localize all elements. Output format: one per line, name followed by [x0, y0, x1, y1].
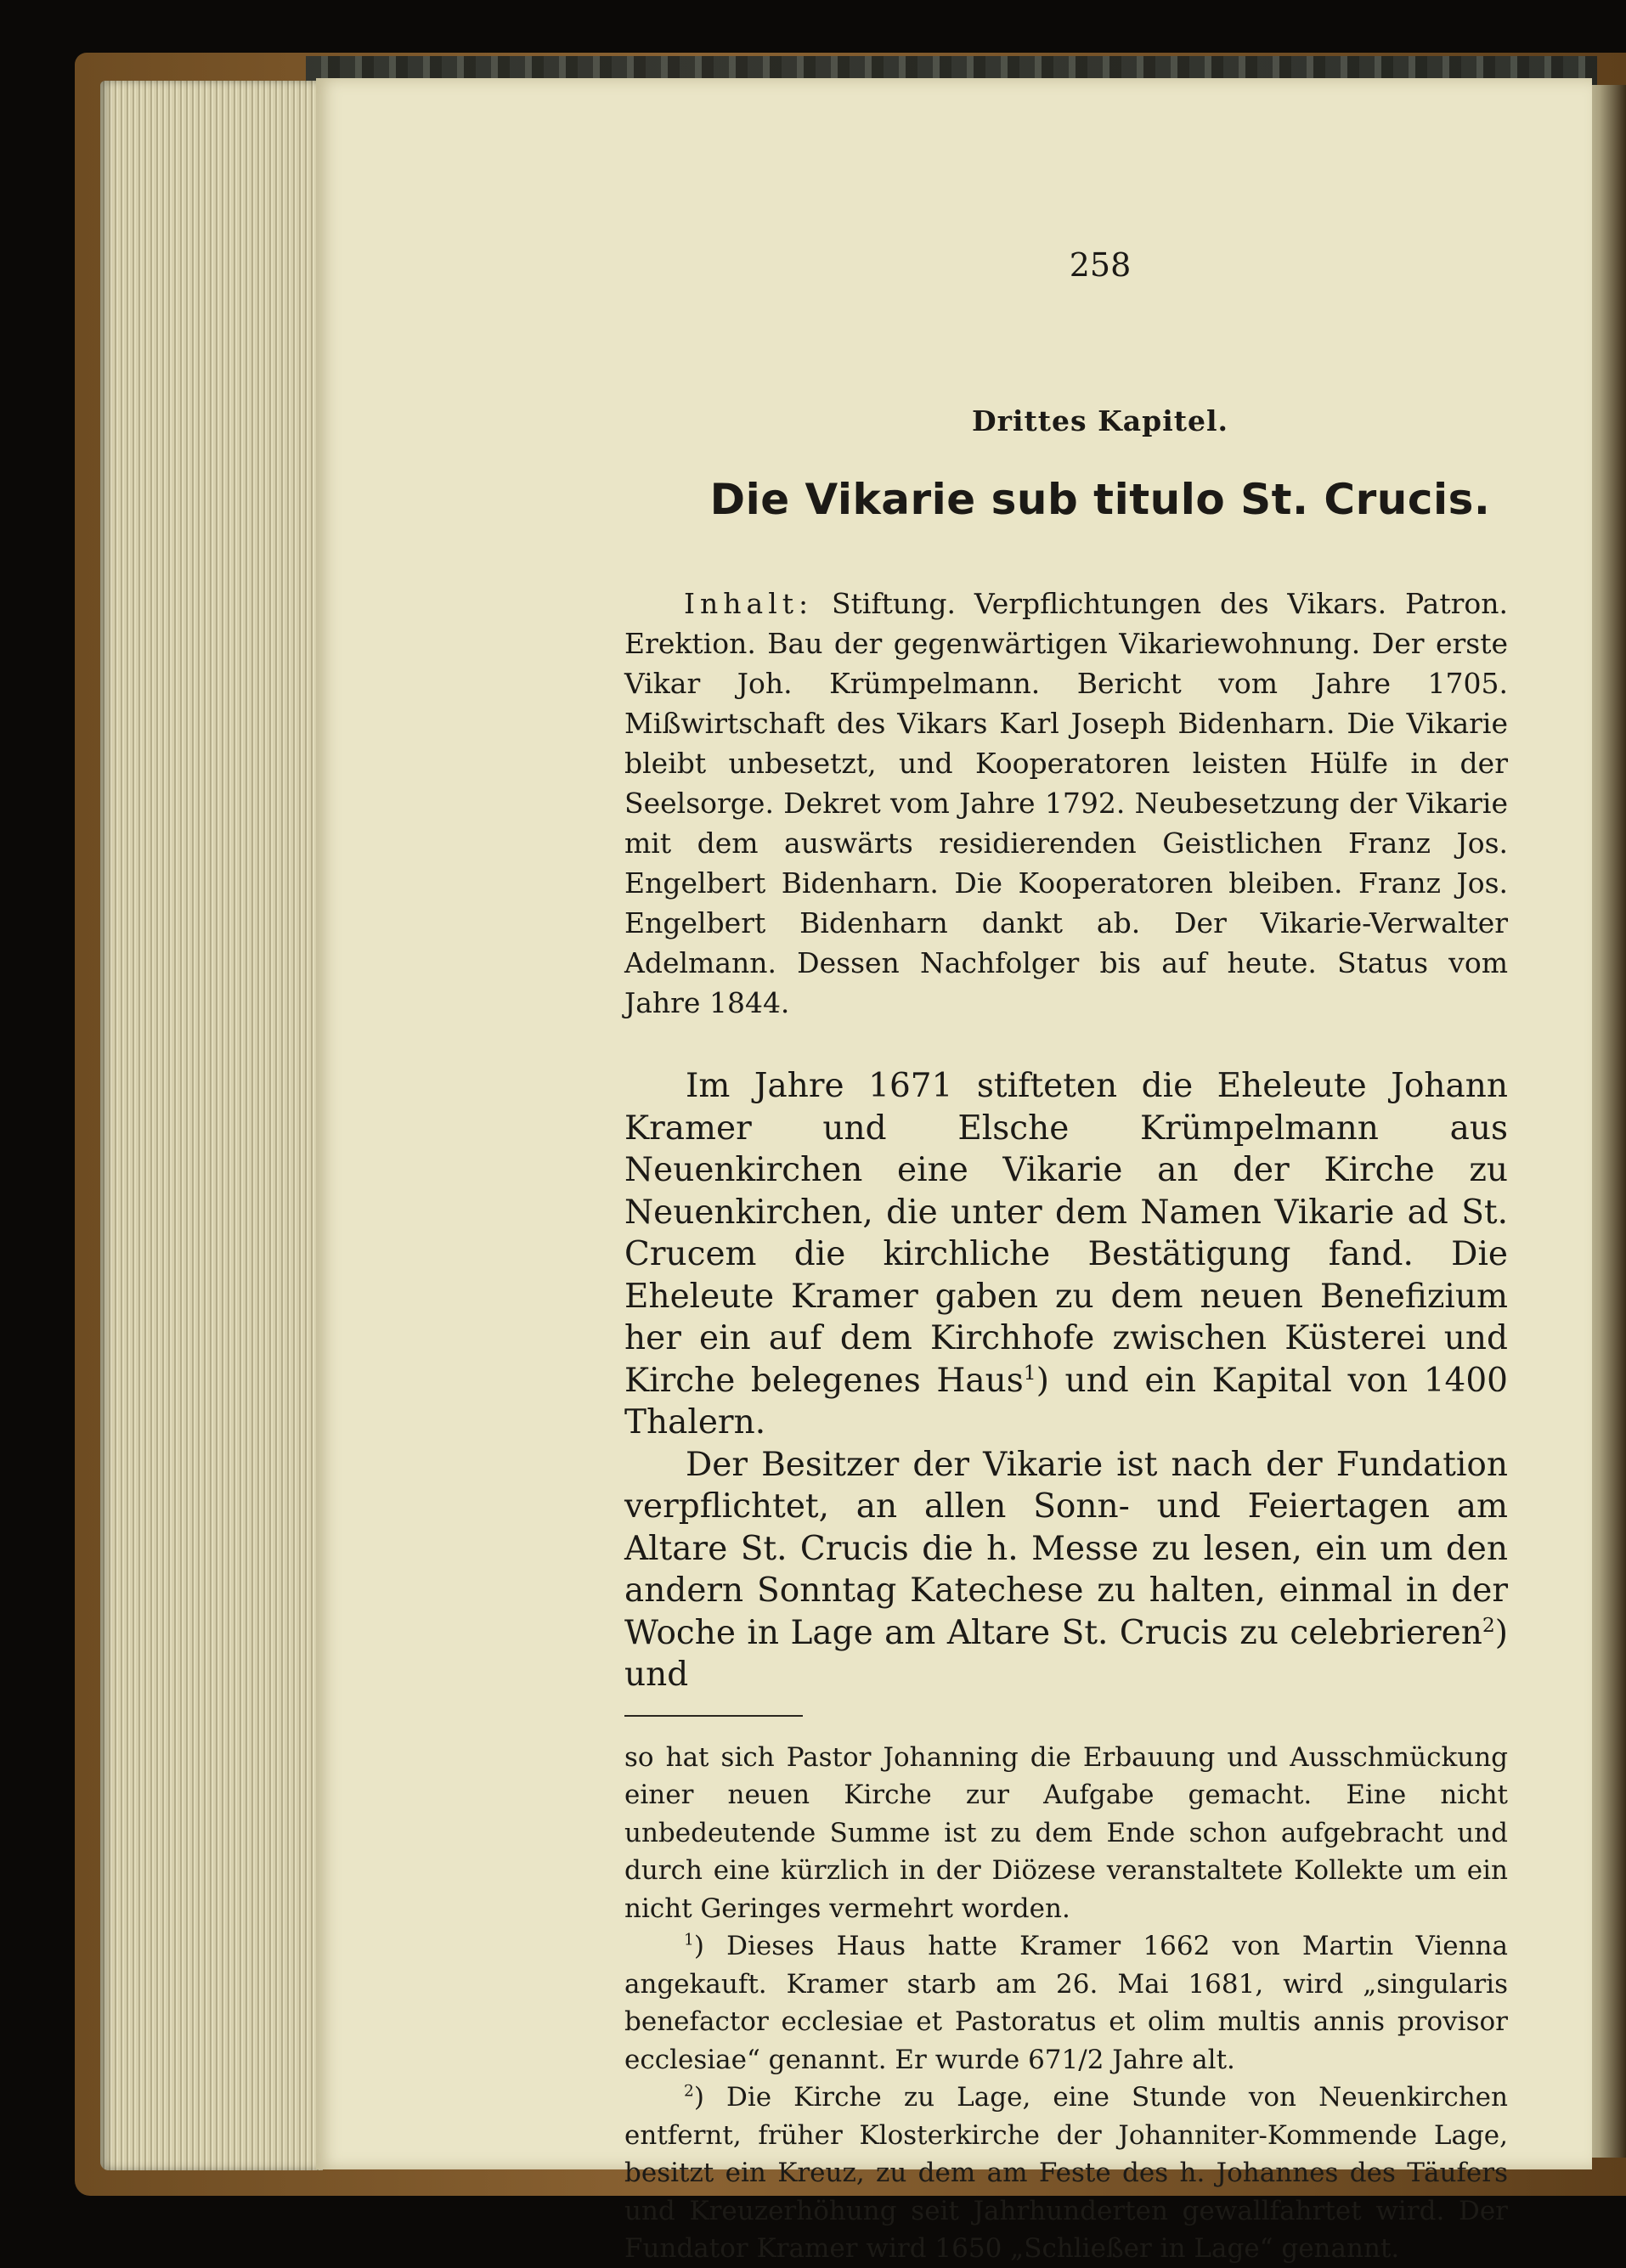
footnote-divider — [624, 1715, 803, 1717]
page-number: 258 — [1069, 246, 1132, 284]
footnote-text: Jahre alt. — [1104, 2044, 1235, 2075]
footnote-mark: 2 — [684, 2082, 694, 2101]
page-edges — [100, 81, 323, 2170]
footnote-text: ) Dieses Haus hatte Kramer 1662 von Martin Vienna angekauft. Kramer starb am 26. Mai 1681, wird „singularis benefactor ecclesiae et Pastoratus et olim multis annis provisor ecclesiae“ genannt. Er wurde 67 — [624, 1931, 1508, 2075]
footnote — [624, 2079, 1508, 2268]
contents-text: Stiftung. Verpflichtungen des Vikars. Patron. Erektion. Bau der gegenwärtigen Vikariewohnung. Der erste Vikar Joh. Krümpelmann. Bericht vom Jahre 1705. Mißwirtschaft des Vikars Karl Joseph Bidenharn. Die Vikarie bleibt unbesetzt, und Kooperatoren leisten Hülfe in der Seelsorge. Dekret vom Jahre 1792. Neubesetzung der Vikarie mit dem auswärts residierenden Geistlichen Franz Jos. Engelbert Bidenharn. Die Kooperatoren bleiben. Franz Jos. Engelbert Bidenharn dankt ab. Der Vikarie-Verwalter Adelmann. Dessen Nachfolger bis auf heute. Status vom Jahre 1844. — [624, 587, 1508, 1019]
paragraph — [624, 1444, 1508, 1696]
footnote-ref: 2 — [1482, 1612, 1495, 1637]
chapter-heading: Drittes Kapitel. — [971, 404, 1229, 437]
paragraph-text: ) und ein Kapital von 1400 Thalern. — [624, 1361, 1508, 1441]
page-title: Die Vikarie sub titulo St. Crucis. — [709, 475, 1491, 524]
fraction: 1/2 — [1061, 2044, 1104, 2075]
footnote — [624, 1927, 1508, 2079]
page-content — [624, 246, 1508, 2268]
footnote-carryover: so hat sich Pastor Johanning die Erbauung und Ausschmückung einer neuen Kirche zur Aufgabe gemacht. Eine nicht unbedeutende Summe ist zu dem Ende schon aufgebracht und durch eine kürzlich in der Diözese veranstaltete Kollekte um ein nicht Geringes vermehrt worden. — [624, 1741, 1508, 1924]
body-text — [624, 1065, 1508, 1696]
paragraph-text: ) und — [624, 1613, 1508, 1694]
contents-label: Inhalt: — [684, 587, 814, 620]
paragraph — [624, 1065, 1508, 1444]
footnote-mark: 1 — [684, 1931, 694, 1949]
footnote-text: ) Die Kirche zu Lage, eine Stunde von Neuenkirchen entfernt, früher Klosterkirche der Johanniter-Kommende Lage, besitzt ein Kreuz, zu dem am Feste des h. Johannes des Täufers und Kreuzerhöhung seit Jahrhunderten gewallfahrtet wird. Der Fundator Kramer wird 1650 „Schließer in Lage“ genannt. — [624, 2082, 1508, 2264]
footnotes — [624, 1739, 1508, 2268]
contents-summary — [624, 584, 1508, 1023]
footnote-ref: 1 — [1023, 1360, 1036, 1385]
paragraph-text: Im Jahre 1671 stifteten die Eheleute Johann Kramer und Elsche Krümpelmann aus Neuenkirchen eine Vikarie an der Kirche zu Neuenkirchen, die unter dem Namen Vikarie ad St. Crucem die kirchliche Bestätigung fand. Die Eheleute Kramer gaben zu dem neuen Benefizium her ein auf dem Kirchhofe zwischen Küsterei und Kirche belegenes Haus — [624, 1067, 1508, 1400]
paragraph-text: Der Besitzer der Vikarie ist nach der Fundation verpflichtet, an allen Sonn- und Feiertagen am Altare St. Crucis die h. Messe zu lesen, ein um den andern Sonntag Katechese zu halten, einmal in der Woche in Lage am Altare St. Crucis zu celebrieren — [624, 1445, 1508, 1652]
